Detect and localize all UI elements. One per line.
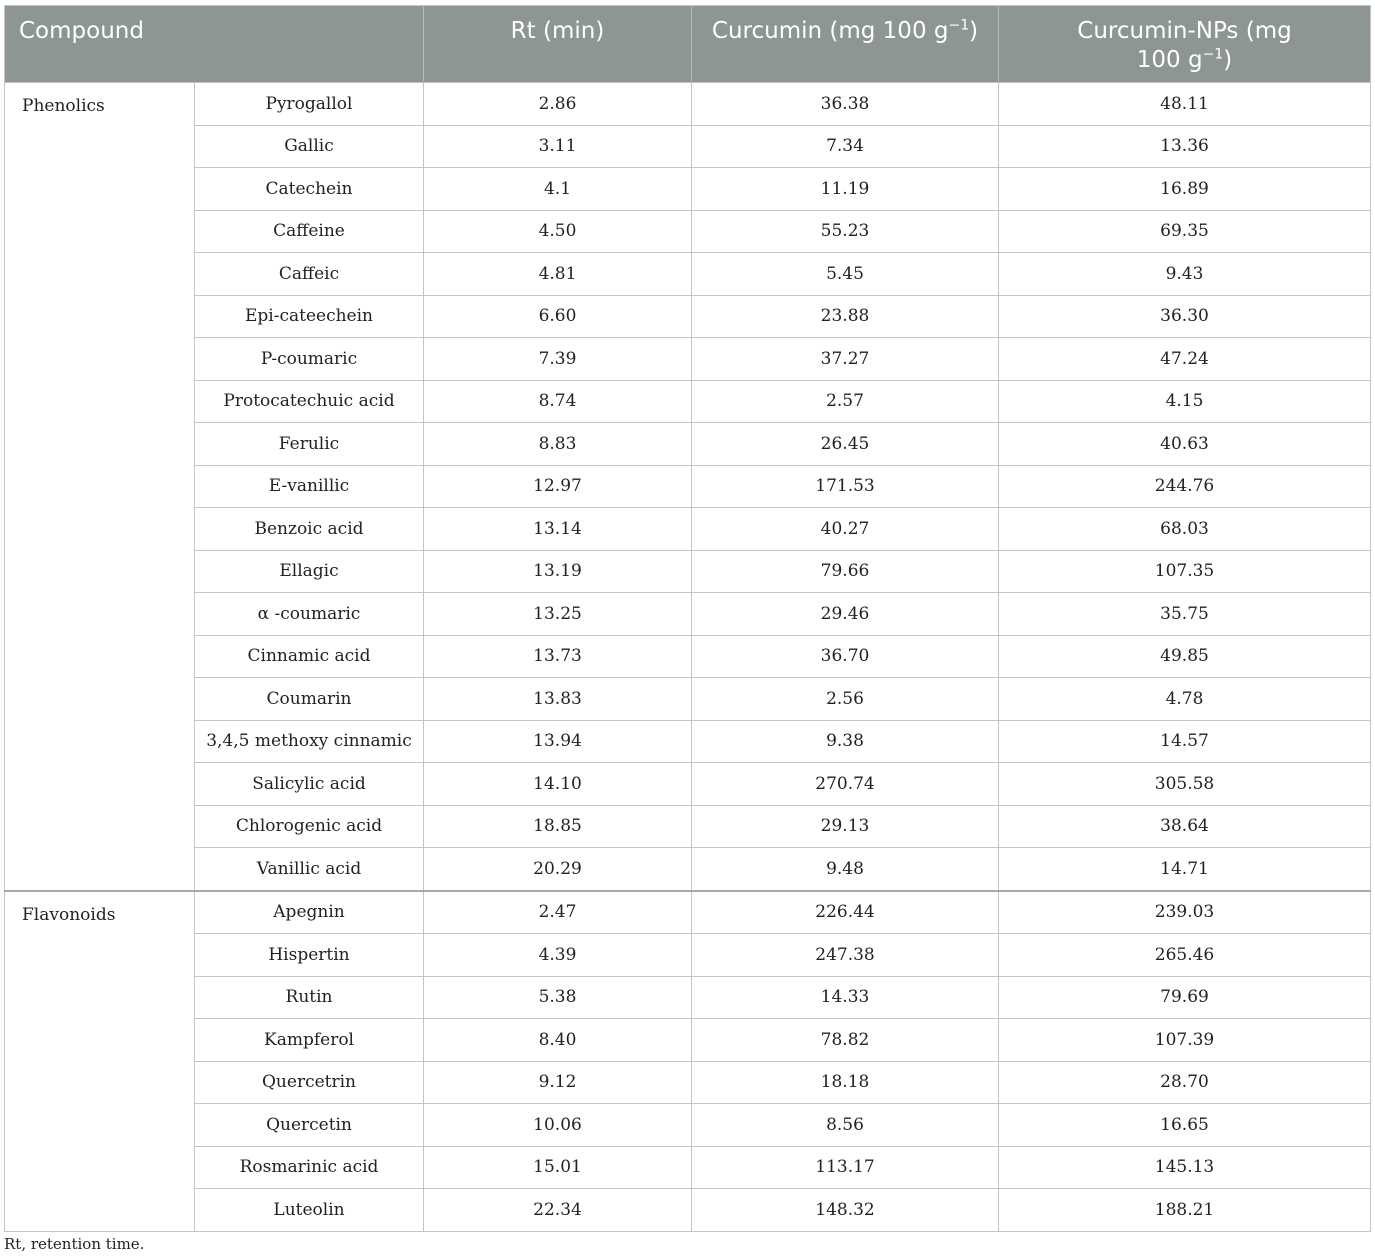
cell-rt: 4.81 xyxy=(424,253,692,296)
cell-nps: 265.46 xyxy=(999,934,1371,977)
cell-curcumin: 37.27 xyxy=(692,338,999,381)
cell-curcumin: 14.33 xyxy=(692,976,999,1019)
cell-rt: 20.29 xyxy=(424,848,692,891)
cell-rt: 8.40 xyxy=(424,1019,692,1062)
table-row xyxy=(5,1146,1371,1189)
table-header-row xyxy=(5,6,1371,83)
cell-rt: 4.39 xyxy=(424,934,692,977)
cell-curcumin: 9.48 xyxy=(692,848,999,891)
cell-curcumin: 23.88 xyxy=(692,295,999,338)
table-row xyxy=(5,805,1371,848)
table-row xyxy=(5,125,1371,168)
cell-compound: E-vanillic xyxy=(195,465,424,508)
cell-curcumin: 55.23 xyxy=(692,210,999,253)
table-row xyxy=(5,508,1371,551)
table-row xyxy=(5,976,1371,1019)
cell-rt: 13.14 xyxy=(424,508,692,551)
table-row xyxy=(5,168,1371,211)
group-label: Flavonoids xyxy=(5,891,195,1232)
table-row xyxy=(5,1019,1371,1062)
header-curcumin: Curcumin (mg 100 $g^{-1}$) xyxy=(692,6,999,83)
cell-nps: 47.24 xyxy=(999,338,1371,381)
cell-rt: 14.10 xyxy=(424,763,692,806)
cell-curcumin: 226.44 xyxy=(692,891,999,934)
cell-rt: 4.1 xyxy=(424,168,692,211)
header-curcumin-nps: Curcumin-NPs (mg 100 $g^{-1}$) xyxy=(999,6,1371,83)
cell-compound: Kampferol xyxy=(195,1019,424,1062)
table-row xyxy=(5,83,1371,126)
cell-curcumin: 7.34 xyxy=(692,125,999,168)
cell-rt: 9.12 xyxy=(424,1061,692,1104)
cell-curcumin: 2.57 xyxy=(692,380,999,423)
cell-compound: Gallic xyxy=(195,125,424,168)
cell-compound: Quercetin xyxy=(195,1104,424,1147)
table-row xyxy=(5,380,1371,423)
table-body xyxy=(5,83,1371,1232)
cell-nps: 28.70 xyxy=(999,1061,1371,1104)
cell-nps: 239.03 xyxy=(999,891,1371,934)
cell-nps: 4.78 xyxy=(999,678,1371,721)
table-row xyxy=(5,593,1371,636)
cell-curcumin: 5.45 xyxy=(692,253,999,296)
cell-nps: 145.13 xyxy=(999,1146,1371,1189)
cell-rt: 4.50 xyxy=(424,210,692,253)
cell-compound: Apegnin xyxy=(195,891,424,934)
group-label: Phenolics xyxy=(5,83,195,891)
cell-compound: Quercetrin xyxy=(195,1061,424,1104)
cell-compound: 3,4,5 methoxy cinnamic xyxy=(195,720,424,763)
table-row xyxy=(5,635,1371,678)
cell-rt: 13.19 xyxy=(424,550,692,593)
cell-curcumin: 29.46 xyxy=(692,593,999,636)
cell-nps: 107.39 xyxy=(999,1019,1371,1062)
cell-nps: 14.57 xyxy=(999,720,1371,763)
cell-rt: 3.11 xyxy=(424,125,692,168)
cell-curcumin: 78.82 xyxy=(692,1019,999,1062)
cell-curcumin: 270.74 xyxy=(692,763,999,806)
cell-rt: 18.85 xyxy=(424,805,692,848)
cell-rt: 13.83 xyxy=(424,678,692,721)
table-row xyxy=(5,763,1371,806)
cell-compound: Ellagic xyxy=(195,550,424,593)
table-row xyxy=(5,678,1371,721)
cell-rt: 8.74 xyxy=(424,380,692,423)
cell-curcumin: 8.56 xyxy=(692,1104,999,1147)
cell-rt: 6.60 xyxy=(424,295,692,338)
cell-rt: 13.25 xyxy=(424,593,692,636)
cell-nps: 107.35 xyxy=(999,550,1371,593)
table-row xyxy=(5,720,1371,763)
table-row xyxy=(5,210,1371,253)
cell-rt: 15.01 xyxy=(424,1146,692,1189)
cell-rt: 22.34 xyxy=(424,1189,692,1232)
cell-nps: 305.58 xyxy=(999,763,1371,806)
cell-nps: 38.64 xyxy=(999,805,1371,848)
cell-compound: Coumarin xyxy=(195,678,424,721)
cell-rt: 10.06 xyxy=(424,1104,692,1147)
table-row xyxy=(5,295,1371,338)
cell-nps: 4.15 xyxy=(999,380,1371,423)
cell-nps: 36.30 xyxy=(999,295,1371,338)
table-row xyxy=(5,934,1371,977)
cell-rt: 13.94 xyxy=(424,720,692,763)
cell-nps: 68.03 xyxy=(999,508,1371,551)
cell-compound: Caffeine xyxy=(195,210,424,253)
cell-compound: Chlorogenic acid xyxy=(195,805,424,848)
cell-nps: 244.76 xyxy=(999,465,1371,508)
cell-rt: 2.86 xyxy=(424,83,692,126)
cell-curcumin: 247.38 xyxy=(692,934,999,977)
cell-nps: 35.75 xyxy=(999,593,1371,636)
cell-curcumin: 26.45 xyxy=(692,423,999,466)
cell-nps: 48.11 xyxy=(999,83,1371,126)
cell-nps: 16.65 xyxy=(999,1104,1371,1147)
table-row xyxy=(5,1189,1371,1232)
cell-compound: Rutin xyxy=(195,976,424,1019)
cell-nps: 14.71 xyxy=(999,848,1371,891)
cell-curcumin: 171.53 xyxy=(692,465,999,508)
cell-curcumin: 29.13 xyxy=(692,805,999,848)
cell-curcumin: 18.18 xyxy=(692,1061,999,1104)
cell-curcumin: 9.38 xyxy=(692,720,999,763)
cell-rt: 8.83 xyxy=(424,423,692,466)
cell-nps: 13.36 xyxy=(999,125,1371,168)
table-row xyxy=(5,848,1371,891)
cell-compound: Luteolin xyxy=(195,1189,424,1232)
cell-curcumin: 79.66 xyxy=(692,550,999,593)
cell-compound: Pyrogallol xyxy=(195,83,424,126)
cell-compound: Epi-cateechein xyxy=(195,295,424,338)
cell-nps: 188.21 xyxy=(999,1189,1371,1232)
cell-compound: P-coumaric xyxy=(195,338,424,381)
cell-compound: Hispertin xyxy=(195,934,424,977)
table-row xyxy=(5,338,1371,381)
cell-curcumin: 36.70 xyxy=(692,635,999,678)
cell-nps: 49.85 xyxy=(999,635,1371,678)
cell-rt: 7.39 xyxy=(424,338,692,381)
cell-rt: 2.47 xyxy=(424,891,692,934)
cell-compound: Vanillic acid xyxy=(195,848,424,891)
cell-compound: Catechein xyxy=(195,168,424,211)
cell-nps: 9.43 xyxy=(999,253,1371,296)
cell-compound: α -coumaric xyxy=(195,593,424,636)
cell-rt: 5.38 xyxy=(424,976,692,1019)
cell-compound: Benzoic acid xyxy=(195,508,424,551)
table-row xyxy=(5,1104,1371,1147)
cell-curcumin: 40.27 xyxy=(692,508,999,551)
header-rt: Rt (min) xyxy=(424,6,692,83)
cell-compound: Caffeic xyxy=(195,253,424,296)
cell-rt: 13.73 xyxy=(424,635,692,678)
cell-compound: Salicylic acid xyxy=(195,763,424,806)
cell-nps: 69.35 xyxy=(999,210,1371,253)
cell-rt: 12.97 xyxy=(424,465,692,508)
table-row xyxy=(5,1061,1371,1104)
compound-table-container xyxy=(4,5,1370,1232)
cell-compound: Protocatechuic acid xyxy=(195,380,424,423)
cell-compound: Ferulic xyxy=(195,423,424,466)
cell-compound: Cinnamic acid xyxy=(195,635,424,678)
compound-table xyxy=(4,5,1371,1232)
cell-nps: 79.69 xyxy=(999,976,1371,1019)
table-row xyxy=(5,891,1371,934)
header-compound: Compound xyxy=(5,6,424,83)
table-row xyxy=(5,550,1371,593)
table-row xyxy=(5,423,1371,466)
cell-nps: 40.63 xyxy=(999,423,1371,466)
cell-nps: 16.89 xyxy=(999,168,1371,211)
table-row xyxy=(5,465,1371,508)
table-row xyxy=(5,253,1371,296)
footnote: Rt, retention time. xyxy=(4,1235,145,1253)
cell-curcumin: 2.56 xyxy=(692,678,999,721)
cell-compound: Rosmarinic acid xyxy=(195,1146,424,1189)
cell-curcumin: 113.17 xyxy=(692,1146,999,1189)
cell-curcumin: 36.38 xyxy=(692,83,999,126)
cell-curcumin: 11.19 xyxy=(692,168,999,211)
cell-curcumin: 148.32 xyxy=(692,1189,999,1232)
